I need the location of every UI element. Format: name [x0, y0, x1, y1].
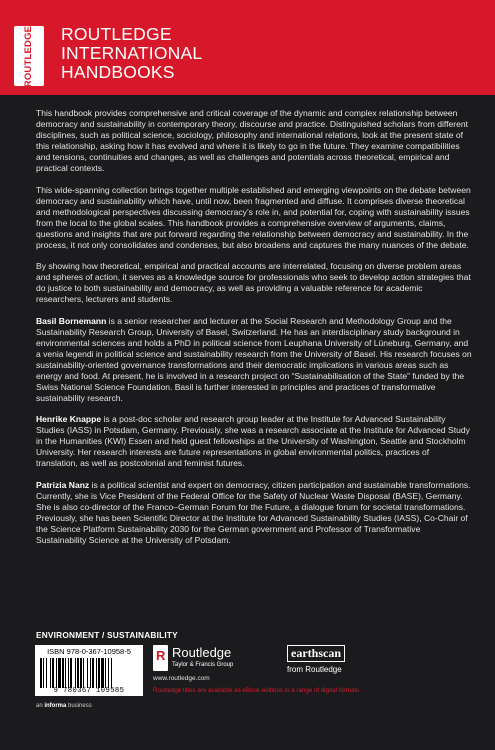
series-title: [61, 25, 202, 82]
informa-prefix: an: [36, 703, 45, 709]
author-name: Patrizia Nanz: [36, 479, 90, 490]
barcode-bar: [108, 658, 109, 688]
routledge-r-logo: [153, 645, 168, 671]
barcode-digits: 9 780367 109585: [53, 687, 125, 695]
author-bio-text: is a political scientist and expert on democracy, citizen participation and sustainable transformations. Currently, she is Vice President of the Federal Office for the Safety of Nuclear Waste Disposal (BASE), Germany. She is also co-director of the Franco–German Forum for the Future, a dialogue forum for societal transformations. Previously, she has been Scientific Director at the Institute for Advanced Sustainability Studies (IASS), Co-Chair of the Science Platform Sustainability 2030 for the German government and Professor of Transformative Sustainability Science at the University of Potsdam.: [36, 479, 471, 545]
description-paragraph: This wide-spanning collection brings together multiple established and emerging viewpoints on the debate between democracy and sustainability which have, until now, been fragmented and diffuse. It comprises diverse theoretical and methodological perspectives discussing democracy’s role in, and potential for, coping with sustainability issues from the local to the global scales. This handbook provides a comprehensive overview of arguments, claims, questions and insights that are put forward regarding the relationship between democracy and sustainability. In the process, it not only consolidates and condenses, but also broadens and captures the many nuances of the debate.: [36, 184, 471, 250]
barcode-bar: [101, 658, 104, 688]
author-bio: [36, 316, 472, 404]
barcode-bars: [38, 658, 140, 688]
barcode-bar: [77, 658, 79, 688]
publisher-url: www.routledge.com: [153, 675, 210, 682]
earthscan-from: from Routledge: [287, 665, 342, 674]
barcode-bar: [80, 658, 82, 688]
barcode-bar: [50, 658, 51, 688]
author-bio: [36, 414, 472, 469]
informa-suffix: business: [66, 703, 92, 709]
series-title-line-1: ROUTLEDGE: [61, 24, 172, 44]
barcode-bar: [58, 658, 61, 688]
ebook-note: Routledge titles are available as eBook editions in a range of digital formats: [153, 687, 360, 694]
barcode-bar: [92, 658, 94, 688]
routledge-r-letter: R: [156, 648, 166, 663]
barcode-bar: [105, 658, 106, 688]
barcode-bar: [70, 658, 72, 688]
routledge-logo-text: ROUTLEDGE: [23, 25, 35, 87]
earthscan-wordmark: earthscan: [287, 645, 345, 662]
informa-business: [36, 703, 92, 709]
publisher-name: Routledge: [172, 645, 232, 660]
barcode-bar: [90, 658, 91, 688]
barcode-bar: [87, 658, 88, 688]
description-paragraph: By showing how theoretical, empirical and practical accounts are interrelated, focusing on diverse problem areas and spheres of action, it serves as a knowledge source for professionals who seek to develop action strategies that do justice to both sustainability and democracy, as well as providing a valuable reference for academic researchers, lecturers and students.: [36, 261, 471, 304]
routledge-logo: [14, 26, 44, 86]
barcode-bar: [46, 658, 47, 688]
barcode: [35, 645, 143, 696]
barcode-bar: [111, 658, 112, 688]
author-name: Henrike Knappe: [36, 414, 102, 424]
barcode-bar: [75, 658, 76, 688]
barcode-bar: [83, 658, 84, 688]
barcode-bar: [40, 658, 42, 688]
barcode-graphic: [38, 658, 140, 688]
series-title-line-3: HANDBOOKS: [61, 62, 175, 82]
back-cover-text: [36, 108, 472, 556]
isbn-label: ISBN 978-0-367-10958-5: [47, 647, 131, 656]
author-bio: [36, 480, 472, 546]
publisher-group: Taylor & Francis Group: [172, 662, 234, 668]
subject-category: ENVIRONMENT / SUSTAINABILITY: [36, 630, 178, 640]
author-name: Basil Bornemann: [36, 315, 107, 326]
header-band: [0, 0, 495, 95]
barcode-bar: [68, 658, 69, 688]
barcode-bar: [65, 658, 66, 688]
informa-brand: informa: [44, 703, 67, 709]
barcode-bar: [62, 658, 64, 688]
barcode-bar: [43, 658, 44, 688]
earthscan-logo: [287, 644, 369, 682]
author-bio-text: is a post-doc scholar and research group leader at the Institute for Advanced Sustainability Studies (IASS) in Potsdam, Germany. Previously, she was a research associate at the Institute for Advanced Study in the Humanities (KWI) Essen and held guest fellowships at the University of Washington, Seattle and Stockholm University. Her research interests are future representations in global environmental politics, practices of translation, as well as postcolonial and feminist futures.: [36, 414, 470, 468]
barcode-bar: [56, 658, 57, 688]
barcode-bar: [98, 658, 100, 688]
description-paragraph: This handbook provides comprehensive and critical coverage of the dynamic and complex relationship between democracy and sustainability in contemporary theory, discourse and practice. Distinguished scholars from different disciplines, such as political science, sociology, philosophy and international relations, look at the present state of this relationship, asking how it has evolved and where it is likely to go in the future. They examine compatibilities and tensions, continuities and changes, as well as challenges and potentials across theoretical, empirical and practical contexts.: [36, 108, 468, 173]
barcode-bar: [52, 658, 54, 688]
author-bio-text: is a senior researcher and lecturer at the Social Research and Methodology Group and the Sustainability Research Group, University of Basel, Switzerland. He has an interdisciplinary study background in environmental sciences and holds a PhD in political science from Leuphana University of Lüneburg, Germany, and a venia legendi in political science and sustainability research from the University of Basel. His research focuses on sustainability-oriented governance transformations and their democratic implications in various areas such as energy and food. At present, he is involved in a research project on “Sustainabilisation of the State” funded by the Swiss National Science Foundation. Basil is further interested in principles and practices of transformative sustainability research.: [36, 315, 472, 403]
series-title-line-2: INTERNATIONAL: [61, 43, 203, 63]
barcode-bar: [96, 658, 97, 688]
